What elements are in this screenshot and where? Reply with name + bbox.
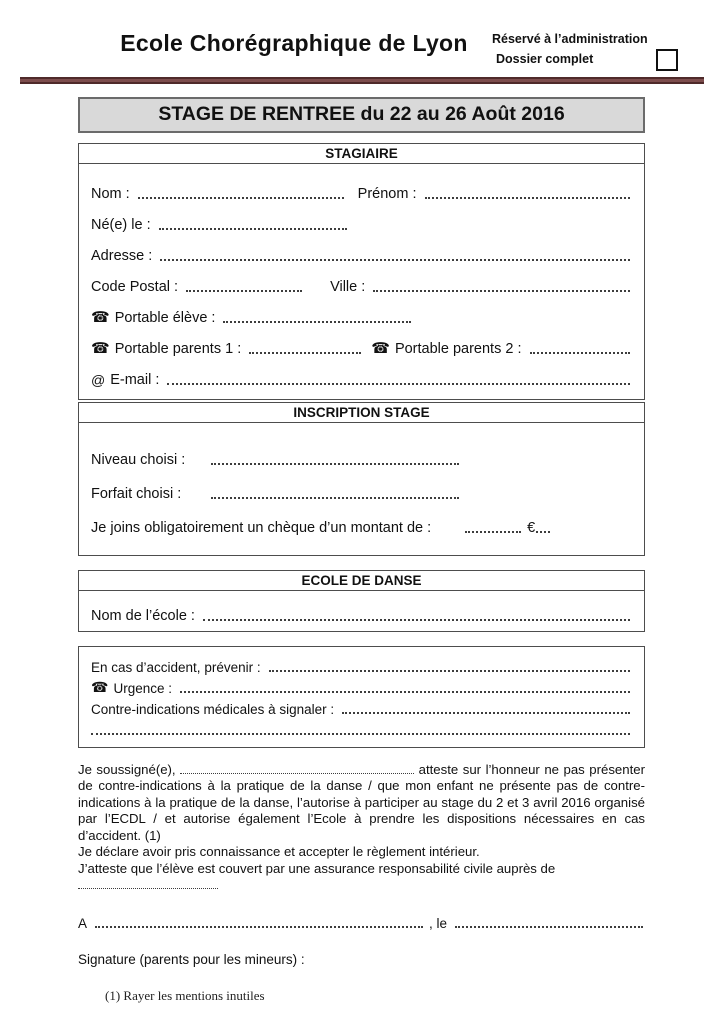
stagiaire-heading: STAGIAIRE [79,144,644,164]
ecole-body [79,591,644,631]
stage-title-banner: STAGE DE RENTREE du 22 au 26 Août 2016 [78,97,645,133]
niveau-input-line [211,457,459,465]
form-content [78,97,645,967]
cheque-label: Je joins obligatoirement un chèque d’un montant de : [91,519,432,536]
footnote: (1) Rayer les mentions inutiles [105,988,265,1003]
dossier-complet-row [492,49,680,71]
place-label: A [78,915,88,931]
section-ecole [78,570,645,632]
dossier-complet-checkbox [656,49,678,71]
date-label: , le [429,915,448,931]
nom-label: Nom : [91,185,130,202]
contre-indications-label: Contre-indications médicales à signaler : [91,701,335,717]
section-urgence [78,646,645,748]
prenom-label: Prénom : [357,185,417,202]
declaration-part2: atteste sur l’honneur ne pas présenter de contre-indications à la pratique de la danse / que mon enfant ne présente pas de contre-indications à la pratique de la danse, l’autorise à participer au stage du 2 et 3 avril 2016 organisé par l’ECDL / et autorise également l’Ecole à prendre les dispositions nécessaires en cas d’accident. (1) [78,761,645,843]
montant-input-line [465,525,521,533]
phone-icon: ☎ [91,308,110,326]
row-contre-indications-2 [91,718,632,739]
adresse-label: Adresse : [91,247,153,264]
portable-parents2-label: Portable parents 2 : [394,340,522,357]
phone-icon: ☎ [371,339,390,357]
contre-indications-input-line-2 [91,727,630,735]
montant-input-line-tail [536,525,550,533]
forfait-input-line [211,491,459,499]
section-inscription [78,402,645,556]
row-urgence [91,676,632,697]
phone-icon: ☎ [91,339,110,357]
declaration-line3: J’atteste que l’élève est couvert par une assurance responsabilité civile auprès de [78,860,556,876]
accident-label: En cas d’accident, prévenir : [91,659,261,675]
code-postal-input-line [186,284,302,292]
row-email [91,358,632,389]
signature-label: Signature (parents pour les mineurs) : [78,951,305,967]
phone-icon: ☎ [91,678,109,695]
ecole-heading: ECOLE DE DANSE [79,571,644,591]
urgence-label: Urgence : [113,680,172,696]
portable-parents2-input-line [530,346,631,354]
ne-le-label: Né(e) le : [91,216,151,233]
ville-input-line [373,284,630,292]
nom-ecole-input-line [203,613,630,621]
page-header [0,0,724,71]
row-nom-ecole [91,595,632,625]
prenom-input-line [425,191,630,199]
code-postal-label: Code Postal : [91,278,179,295]
row-contre-indications [91,697,632,718]
contre-indications-input-line [342,706,630,714]
inscription-body [79,423,644,555]
urgence-input-line [180,685,630,693]
row-niveau [91,435,632,469]
adresse-input-line [160,253,630,261]
row-cp-ville [91,265,632,296]
place-input-line [95,920,423,928]
row-adresse [91,234,632,265]
stagiaire-body [79,164,644,399]
row-ne-le [91,203,632,234]
declaration-line3-row [78,861,645,894]
nom-ecole-label: Nom de l’école : [91,607,195,624]
nom-input-line [138,191,344,199]
row-nom-prenom [91,172,632,203]
declaration-line2: Je déclare avoir pris connaissance et accepter le règlement intérieur. [78,844,480,860]
email-input-line [167,377,630,385]
niveau-label: Niveau choisi : [91,451,186,468]
email-label: E-mail : [110,371,160,388]
portable-eleve-label: Portable élève : [114,309,216,326]
portable-eleve-input-line [223,315,411,323]
dossier-complet-label: Dossier complet [496,52,594,67]
row-portable-parents [91,327,632,358]
at-icon: @ [91,371,106,388]
row-cheque [91,503,632,537]
place-date-row [78,916,645,932]
section-stagiaire [78,143,645,400]
row-forfait [91,469,632,503]
euro-symbol: € [527,519,536,536]
admin-reserved-label: Réservé à l’administration [492,32,648,46]
forfait-label: Forfait choisi : [91,485,182,502]
admin-reserved-block [492,30,724,71]
inscription-heading: INSCRIPTION STAGE [79,403,644,423]
urgence-body [79,647,644,747]
header-divider [20,77,704,84]
declaration-paragraph [78,762,645,845]
ville-label: Ville : [330,278,366,295]
school-title: Ecole Chorégraphique de Lyon [120,30,468,56]
portable-parents1-label: Portable parents 1 : [114,340,242,357]
ne-le-input-line [159,222,347,230]
declaration-part1: Je soussigné(e), [78,761,176,777]
row-accident [91,655,632,676]
date-input-line [455,920,643,928]
row-portable-eleve [91,296,632,327]
assurance-input-line [78,884,218,889]
accident-input-line [269,664,630,672]
soussigne-input-line [180,769,414,774]
portable-parents1-input-line [249,346,361,354]
